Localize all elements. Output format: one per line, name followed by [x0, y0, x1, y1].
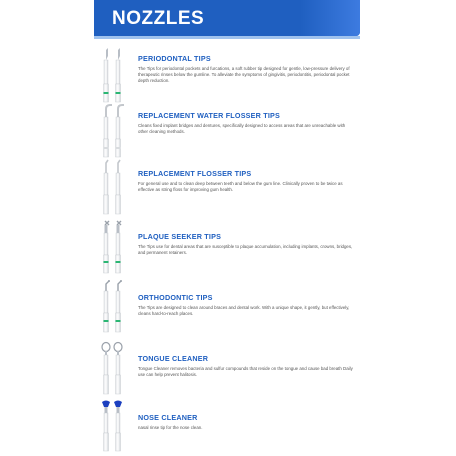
page-title: NOZZLES — [112, 8, 205, 29]
item-title: REPLACEMENT WATER FLOSSER TIPS — [138, 111, 281, 120]
nozzle-item-nose-cleaner — [94, 396, 360, 452]
nozzle-item-orthodontic — [94, 276, 360, 332]
item-description: The Tips for periodontal pockets and furcations, a soft rubber tip designed for gentle, low-pressure delivery of therapeutic rinses below the gumline. To alleviate the symptoms of gingivitis, periodontitis, periodontal pocket depth reduction. — [138, 66, 350, 83]
nozzle-item-plaque-seeker — [94, 216, 360, 272]
item-description: nasal rinse tip for the nose clean. — [138, 425, 203, 430]
flosser-tip-icon — [98, 157, 128, 219]
item-title: REPLACEMENT FLOSSER TIPS — [138, 169, 252, 178]
item-title: PLAQUE SEEKER TIPS — [138, 232, 222, 241]
item-description: Tongue Cleaner removes bacteria and sulfur compounds that reside on the tongue and cause bad breath Daily use can help prevent halitosis. — [138, 366, 353, 377]
item-title: TONGUE CLEANER — [138, 354, 209, 363]
orthodontic-tip-icon — [98, 276, 128, 338]
item-title: NOSE CLEANER — [138, 413, 198, 422]
item-description: The Tips use for dental areas that are susceptible to plaque accumulation, including implants, crowns, bridges, and permanent retainers. — [138, 244, 353, 255]
nose-cleaner-icon — [98, 396, 128, 456]
tongue-cleaner-icon — [98, 338, 128, 400]
item-description: The Tips are designed to clean around braces and dental work. With a unique shape, it gently, but effectively, cleans hard-to-reach places. — [138, 305, 350, 316]
header-stripe — [94, 36, 360, 39]
item-title: PERIODONTAL TIPS — [138, 54, 211, 63]
item-title: ORTHODONTIC TIPS — [138, 293, 213, 302]
item-description: For general use and to clean deep between teeth and below the gum line. Clinically proven to be twice as effective as string floss for improving gum health. — [138, 181, 343, 192]
plaque-seeker-tip-icon — [98, 216, 128, 278]
water-flosser-tip-icon — [98, 101, 128, 163]
periodontal-tip-icon — [98, 46, 128, 108]
nozzle-item-periodontal — [94, 46, 360, 108]
nozzle-item-tongue-cleaner — [94, 338, 360, 394]
nozzle-item-flosser — [94, 157, 360, 215]
nozzle-item-water-flosser — [94, 101, 360, 159]
item-description: Cleans fixed implant bridges and dentures, specifically designed to access areas that are unreachable with other cleaning methods. — [138, 123, 346, 134]
